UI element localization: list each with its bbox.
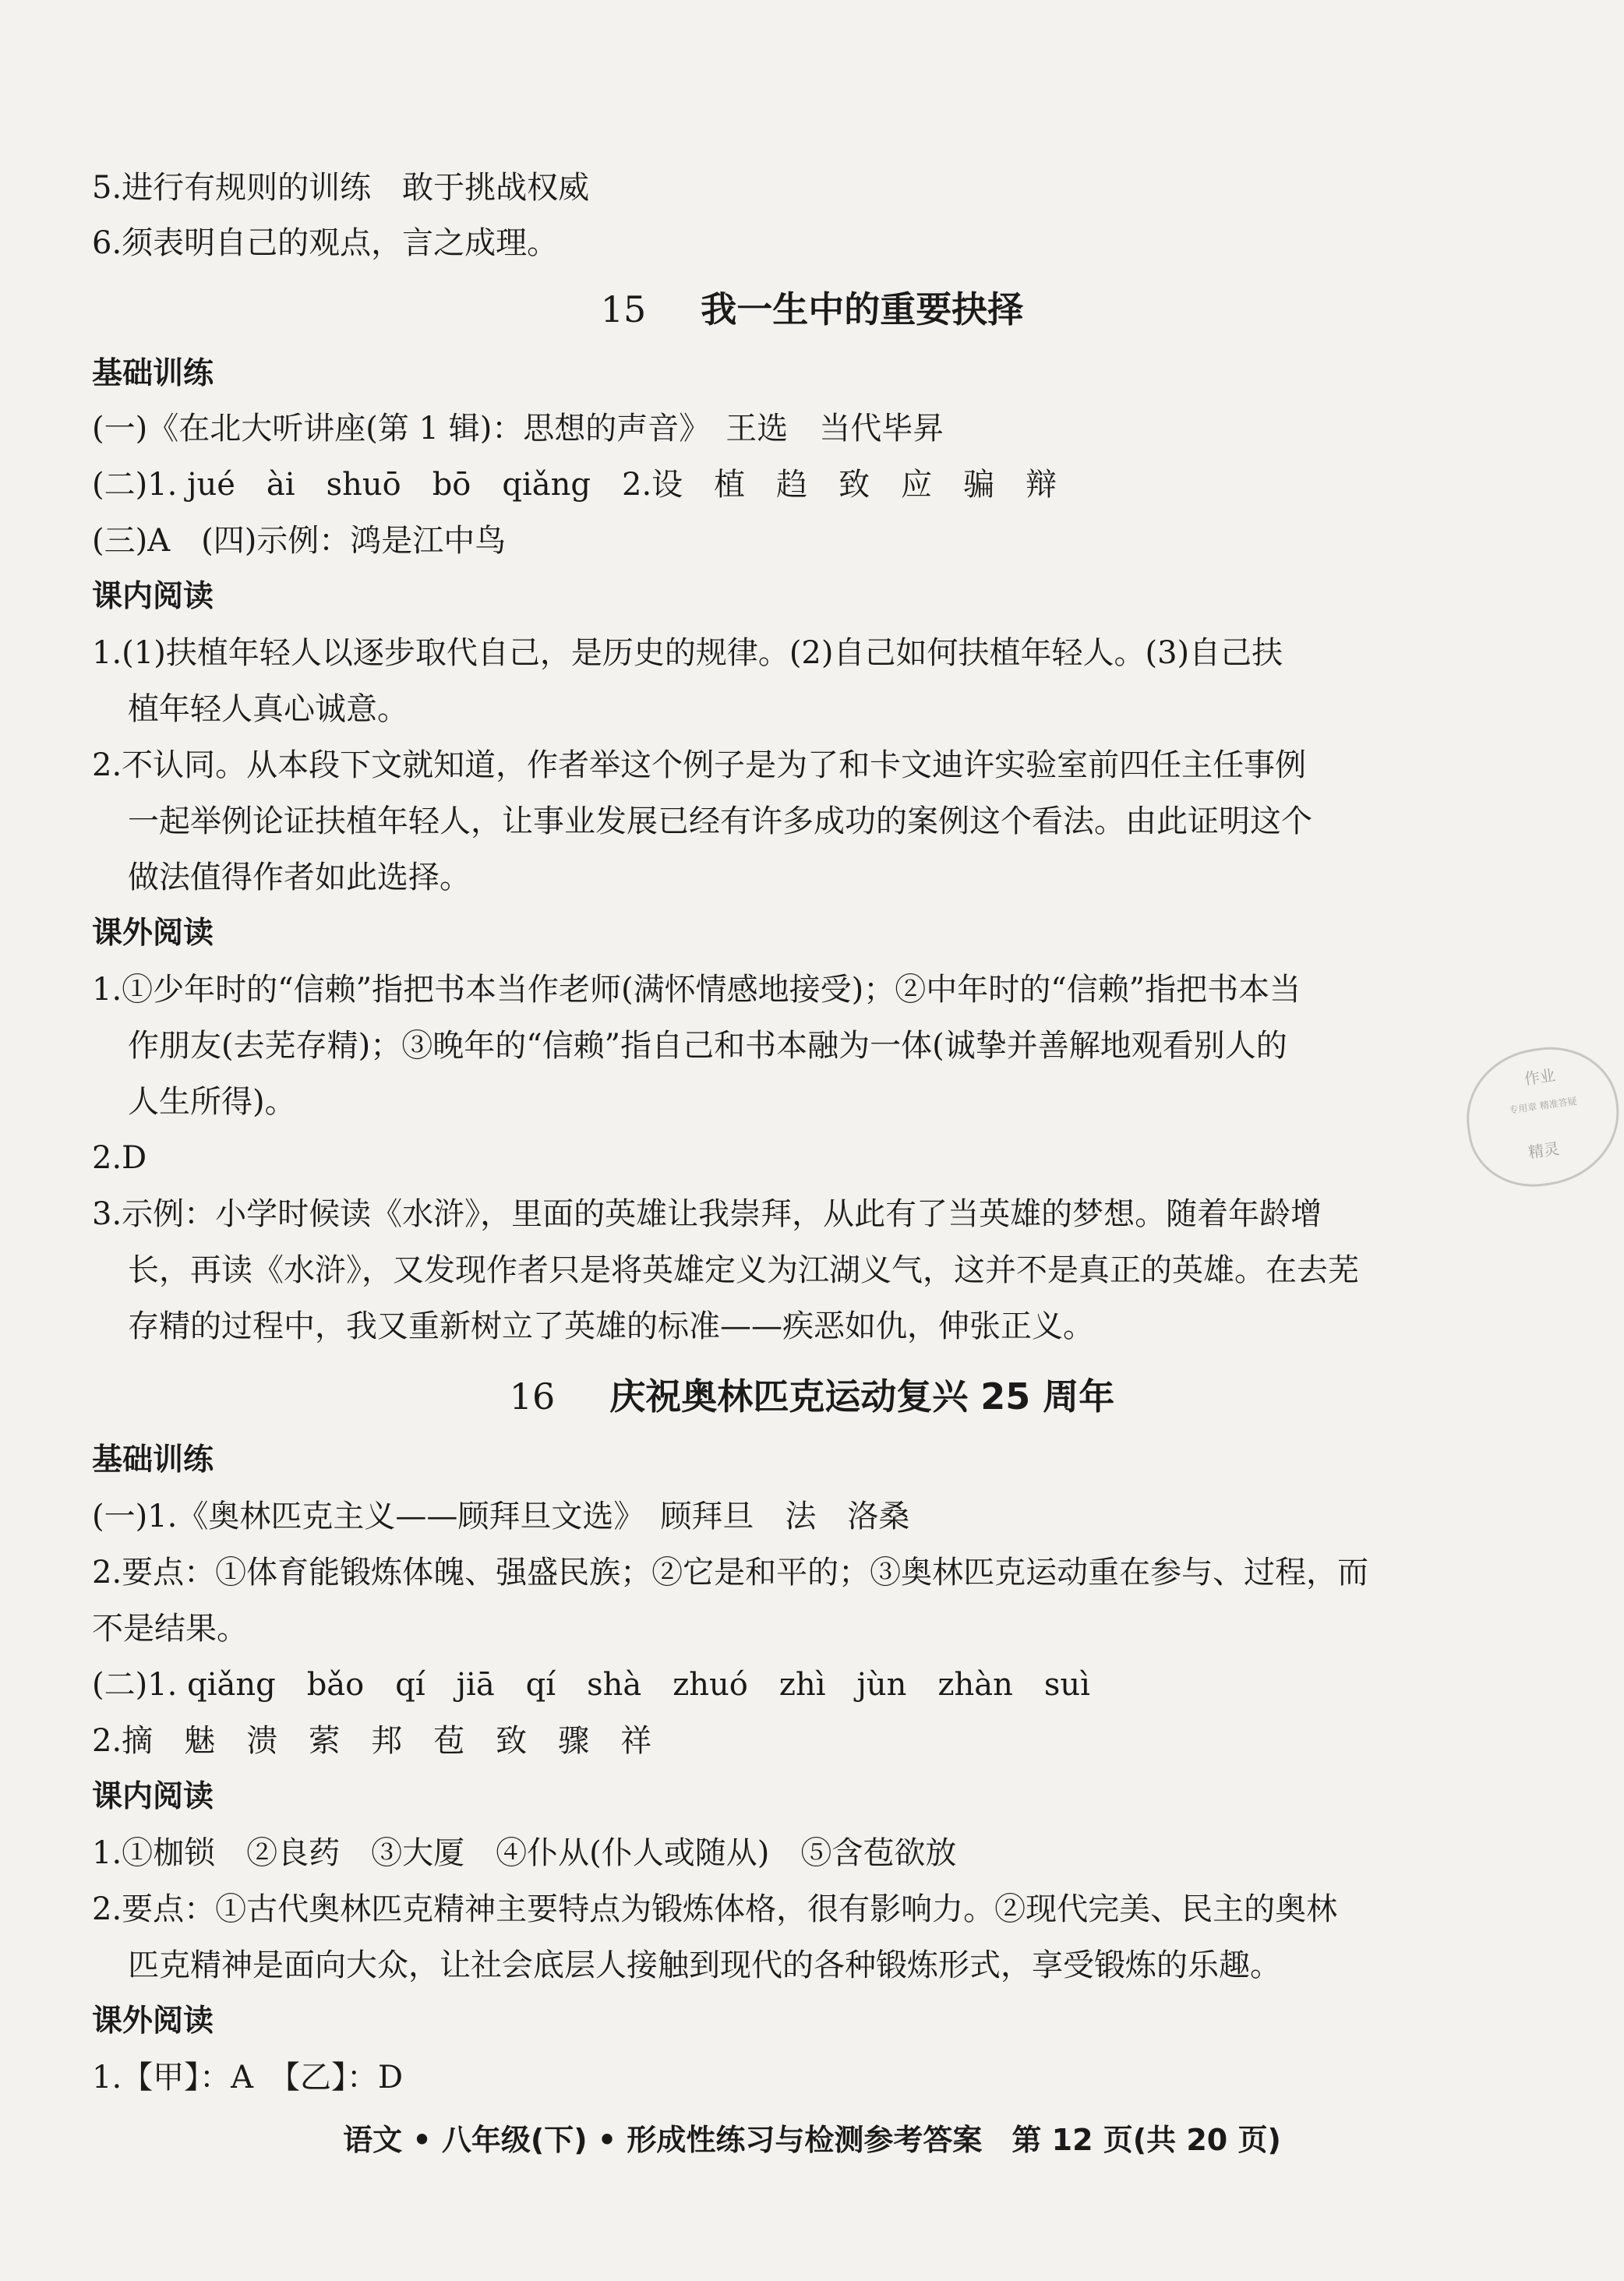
- answer-line: 不是结果。: [92, 1611, 248, 1647]
- answer-line: 人生所得)。: [128, 1084, 296, 1120]
- stamp-text: 精灵: [1527, 1139, 1561, 1162]
- section-heading: 课内阅读: [92, 1779, 214, 1814]
- lesson-number: 15: [600, 288, 647, 330]
- answer-line: 3.示例：小学时候读《水浒》，里面的英雄让我崇拜，从此有了当英雄的梦想。随着年龄增: [92, 1196, 1322, 1232]
- answer-line: 5.进行有规则的训练 敢于挑战权威: [92, 170, 590, 206]
- lesson-title-text: 庆祝奥林匹克运动复兴 25 周年: [609, 1375, 1115, 1418]
- page-footer: 语文 • 八年级(下) • 形成性练习与检测参考答案 第 12 页(共 20 页): [343, 2123, 1281, 2157]
- section-heading: 课外阅读: [92, 916, 214, 951]
- lesson-15-title: [0, 278, 1624, 341]
- answer-line: 做法值得作者如此选择。: [128, 860, 471, 895]
- answer-line: 1.①枷锁 ②良药 ③大厦 ④仆从(仆人或随从) ⑤含苞欲放: [92, 1835, 957, 1871]
- answer-line: (三)A (四)示例：鸿是江中鸟: [92, 523, 507, 559]
- answer-line: 6.须表明自己的观点，言之成理。: [92, 225, 559, 261]
- answer-line: 匹克精神是面向大众，让社会底层人接触到现代的各种锻炼形式，享受锻炼的乐趣。: [128, 1947, 1281, 1983]
- answer-line: (二)1. qiǎng bǎo qí jiā qí shà zhuó zhì jùn zhàn suì: [92, 1667, 1090, 1703]
- answer-line: 植年轻人真心诚意。: [128, 691, 408, 727]
- answer-line: 1.(1)扶植年轻人以逐步取代自己，是历史的规律。(2)自己如何扶植年轻人。(3)自己扶: [92, 635, 1283, 671]
- answer-line: 2.不认同。从本段下文就知道，作者举这个例子是为了和卡文迪许实验室前四任主任事例: [92, 747, 1307, 783]
- section-heading: 课外阅读: [92, 2004, 214, 2039]
- answer-line: 长，再读《水浒》，又发现作者只是将英雄定义为江湖义气，这并不是真正的英雄。在去芜: [128, 1252, 1359, 1288]
- answer-line: 2.D: [92, 1140, 147, 1176]
- answer-line: 1.【甲】：A 【乙】：D: [92, 2060, 404, 2096]
- lesson-16-title: [0, 1365, 1624, 1428]
- stamp-text: 专用章 精准答疑: [1508, 1095, 1578, 1116]
- lesson-title-text: 我一生中的重要抉择: [701, 288, 1024, 330]
- answer-line: 2.摘 魅 溃 萦 邦 苞 致 骤 祥: [92, 1723, 652, 1759]
- stamp-text: 作业: [1523, 1065, 1557, 1089]
- answer-line: 作朋友(去芜存精)；③晚年的“信赖”指自己和书本融为一体(诚挚并善解地观看别人的: [128, 1028, 1287, 1064]
- lesson-number: 16: [509, 1375, 556, 1418]
- answer-line: 1.①少年时的“信赖”指把书本当作老师(满怀情感地接受)；②中年时的“信赖”指把书本当: [92, 972, 1301, 1008]
- answer-line: (一)1.《奥林匹克主义——顾拜旦文选》 顾拜旦 法 洛桑: [92, 1499, 910, 1534]
- stamp-seal: [1458, 1038, 1624, 1195]
- section-heading: 基础训练: [92, 356, 214, 391]
- section-heading: 基础训练: [92, 1442, 214, 1478]
- answer-line: (二)1. jué ài shuō bō qiǎng 2.设 植 趋 致 应 骗 辩: [92, 467, 1057, 503]
- answer-line: (一)《在北大听讲座(第 1 辑)：思想的声音》 王选 当代毕昇: [92, 411, 944, 447]
- section-heading: 课内阅读: [92, 579, 214, 614]
- answer-line: 2.要点：①古代奥林匹克精神主要特点为锻炼体格，很有影响力。②现代完美、民主的奥林: [92, 1891, 1338, 1927]
- answer-line: 2.要点：①体育能锻炼体魄、强盛民族；②它是和平的；③奥林匹克运动重在参与、过程，而: [92, 1555, 1369, 1591]
- answer-line: 存精的过程中，我又重新树立了英雄的标准——疾恶如仇，伸张正义。: [128, 1308, 1094, 1344]
- answer-line: 一起举例论证扶植年轻人，让事业发展已经有许多成功的案例这个看法。由此证明这个: [128, 803, 1312, 839]
